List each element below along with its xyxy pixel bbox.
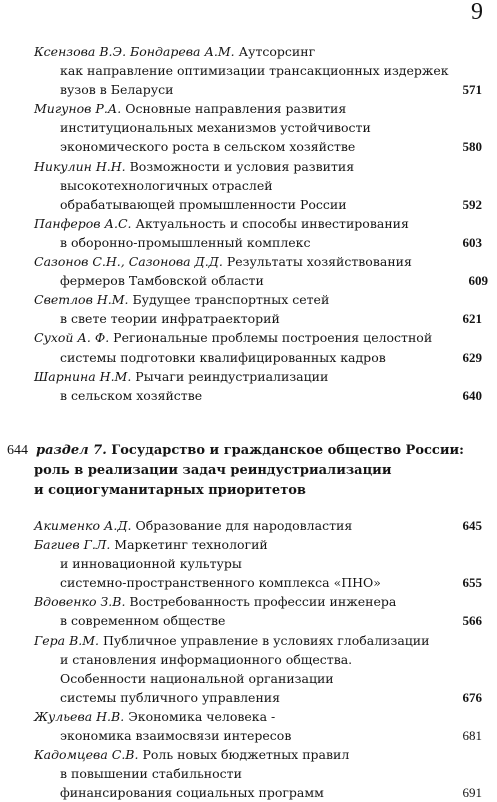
toc-entry[interactable] bbox=[34, 157, 486, 214]
toc-entry[interactable] bbox=[34, 592, 486, 630]
entry-title-line: Роль новых бюджетных правил bbox=[142, 747, 350, 763]
entry-title-line: Востребованность профессии инженера bbox=[129, 594, 397, 610]
entry-page-number: 640 bbox=[462, 387, 482, 403]
entry-title-line: экономика взаимосвязи интересов bbox=[60, 728, 292, 744]
entry-title-line: Будущее транспортных сетей bbox=[132, 292, 330, 308]
entry-title-line: финансирования социальных программ bbox=[60, 785, 324, 801]
entry-page-number: 645 bbox=[462, 518, 482, 533]
entry-title-line: в оборонно-промышленный комплекс bbox=[60, 234, 311, 250]
entry-title-line: Публичное управление в условиях глобализации bbox=[103, 632, 430, 648]
entry-author: Ксензова В.Э. Бондарева А.М. bbox=[34, 44, 235, 59]
entry-page-number: 580 bbox=[462, 139, 482, 155]
entry-title-line: Основные направления развития bbox=[125, 101, 347, 117]
entry-page-number: 571 bbox=[462, 82, 482, 98]
entry-title-line: в сельском хозяйстве bbox=[60, 387, 203, 403]
toc-entry[interactable] bbox=[34, 214, 486, 252]
entry-title-line: фермеров Тамбовской области bbox=[60, 273, 264, 289]
entry-title-line: системно-пространственного комплекса «ПНО» bbox=[60, 575, 381, 591]
entry-title-line: обрабатывающей промышленности России bbox=[60, 196, 347, 212]
entry-author: Акименко А.Д. bbox=[34, 518, 132, 533]
entry-page-number: 681 bbox=[462, 728, 482, 744]
toc-entry[interactable] bbox=[34, 631, 486, 707]
entry-author: Никулин Н.Н. bbox=[34, 158, 126, 174]
entry-title-line: как направление оптимизации трансакционных издержек bbox=[60, 63, 449, 79]
entry-author: Светлов Н.М. bbox=[34, 292, 129, 308]
entry-author: Кадомцева С.В. bbox=[34, 747, 139, 763]
entry-author: Багиев Г.Л. bbox=[34, 537, 111, 553]
section-title-line: роль в реализации задач реиндустриализации bbox=[34, 463, 392, 478]
toc-entry[interactable] bbox=[34, 328, 486, 366]
section-heading[interactable] bbox=[7, 441, 487, 501]
entry-title-line: Региональные проблемы построения целостной bbox=[113, 330, 433, 346]
entry-title-line: системы публичного управления bbox=[60, 689, 281, 705]
toc-list bbox=[34, 42, 486, 405]
entry-title-line: высокотехнологичных отраслей bbox=[60, 177, 273, 193]
toc-entry[interactable] bbox=[34, 252, 486, 290]
section-title-line: и социогуманитарных приоритетов bbox=[34, 483, 306, 498]
toc-entry[interactable] bbox=[34, 516, 486, 535]
entry-page-number: 691 bbox=[462, 785, 482, 801]
entry-title-line: Актуальность и способы инвестирования bbox=[135, 215, 409, 231]
entry-title-line: Возможности и условия развития bbox=[129, 158, 355, 174]
entry-title-line: Особенности национальной организации bbox=[60, 670, 334, 686]
entry-title-line: Результаты хозяйствования bbox=[226, 254, 412, 270]
entry-page-number: 655 bbox=[462, 575, 482, 591]
entry-title-line: Образование для народовластия bbox=[135, 518, 353, 533]
toc-entry[interactable] bbox=[34, 367, 486, 405]
entry-author: Панферов А.С. bbox=[34, 215, 132, 231]
entry-page-number: 676 bbox=[462, 689, 482, 705]
section-title-line: Государство и гражданское общество России: bbox=[111, 443, 464, 458]
entry-title-line: экономического роста в сельском хозяйстве bbox=[60, 139, 356, 155]
entry-title-line: Рычаги реиндустриализации bbox=[135, 368, 329, 384]
entry-title-line: Аутсорсинг bbox=[238, 44, 316, 59]
entry-title-line: в повышении стабильности bbox=[60, 766, 242, 782]
toc-entry[interactable] bbox=[34, 290, 486, 328]
entry-title-line: Экономика человека - bbox=[128, 708, 276, 724]
entry-title-line: системы подготовки квалифицированных кадров bbox=[60, 349, 386, 365]
entry-title-line: и становления информационного общества. bbox=[60, 651, 353, 667]
toc-entry[interactable] bbox=[34, 535, 486, 592]
entry-author: Вдовенко З.В. bbox=[34, 594, 126, 610]
entry-author: Гера В.М. bbox=[34, 632, 100, 648]
entry-page-number: 603 bbox=[462, 234, 482, 250]
toc-entry[interactable] bbox=[34, 707, 486, 745]
toc-entry[interactable] bbox=[34, 745, 486, 802]
entry-title-line: в свете теории инфратраекторий bbox=[60, 311, 280, 327]
entry-page-number: 592 bbox=[462, 196, 482, 212]
entry-author: Сазонов С.Н., Сазонова Д.Д. bbox=[34, 254, 223, 270]
entry-author: Сухой А. Ф. bbox=[34, 330, 110, 346]
entry-title-line: вузов в Беларуси bbox=[60, 82, 174, 98]
entry-author: Жульева Н.В. bbox=[34, 708, 125, 724]
section-label: раздел 7. bbox=[36, 443, 107, 458]
toc-entry[interactable] bbox=[34, 99, 486, 156]
toc-entry[interactable] bbox=[34, 42, 486, 99]
entry-title-line: Маркетинг технологий bbox=[114, 537, 268, 553]
entry-page-number: 629 bbox=[462, 349, 482, 365]
entry-title-line: институциональных механизмов устойчивости bbox=[60, 120, 371, 136]
entry-title-line: и инновационной культуры bbox=[60, 556, 242, 572]
section-page-number: 644 bbox=[7, 443, 28, 458]
entry-author: Шарнина Н.М. bbox=[34, 368, 132, 384]
toc-list bbox=[34, 516, 486, 802]
entry-page-number: 566 bbox=[462, 613, 482, 629]
entry-page-number: 621 bbox=[462, 311, 482, 327]
entry-page-number: 609 bbox=[468, 273, 488, 289]
entry-title-line: в современном обществе bbox=[60, 613, 226, 629]
page-number: 9 bbox=[471, 0, 483, 25]
entry-author: Мигунов Р.А. bbox=[34, 101, 122, 117]
